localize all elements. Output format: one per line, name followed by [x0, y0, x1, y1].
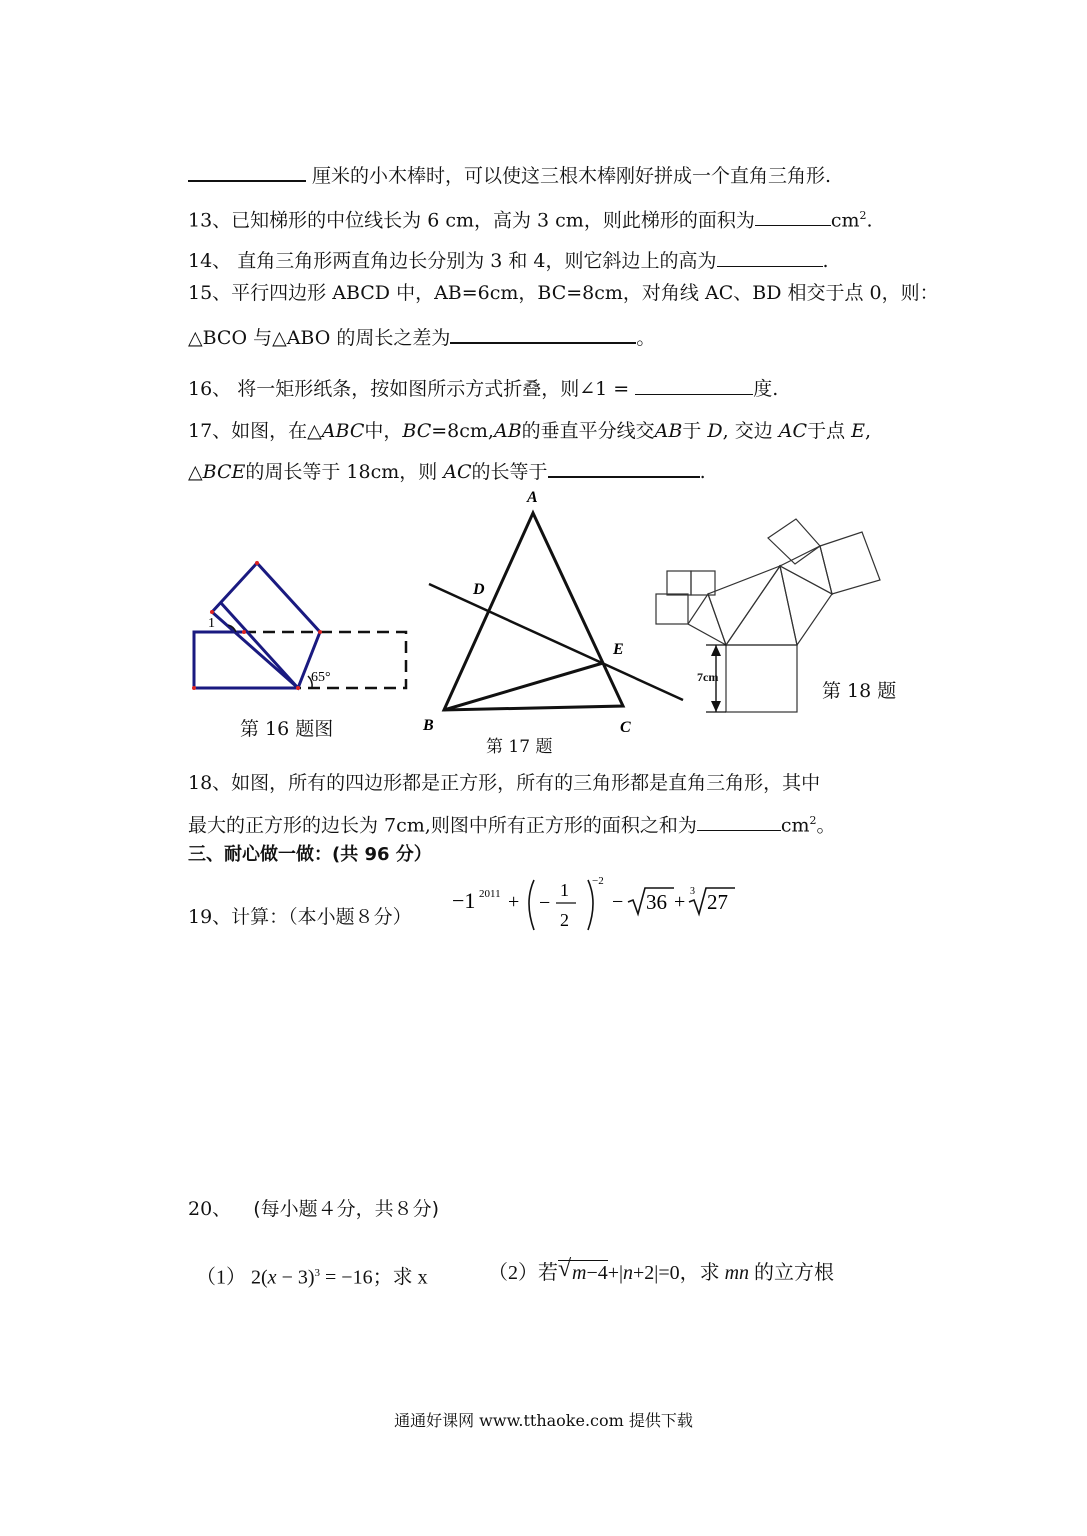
q20-p2-sqrt-sign: √: [558, 1256, 572, 1282]
fig16-angle1-label: 1: [208, 616, 215, 631]
q16-text: 16、 将一矩形纸条，按如图所示方式折叠，则∠1 =: [188, 378, 630, 400]
fig18-largest-square: [726, 645, 797, 712]
answer-blank-16: [635, 374, 753, 395]
q18-line2: [188, 808, 836, 838]
q19-plus: +: [508, 891, 520, 913]
fig17-label-b: B: [423, 717, 434, 734]
q20-p1-x: x: [267, 1266, 277, 1289]
fig16-dot: [296, 686, 300, 690]
q20-p2-d: +2|=0，求: [633, 1262, 720, 1284]
q13-text: 13、已知梯形的中位线长为 6 cm，高为 3 cm，则此梯形的面积为: [188, 209, 755, 232]
q20-part1: [196, 1260, 428, 1291]
q19-fraction-numerator: 1: [560, 880, 569, 900]
q15-line2: [188, 322, 655, 351]
q17-t6: AB: [493, 420, 522, 442]
q15-text-1: 15、平行四边形 ABCD 中，AB=6cm，BC=8cm，对角线 AC、BD 相交于点 0，则：: [188, 282, 939, 304]
q20-p2-sqrt: [558, 1256, 608, 1285]
q17-t5: =8cm,: [431, 420, 494, 442]
q17-t10: D: [707, 420, 723, 442]
q17-t7: 的垂直平分线交: [521, 420, 655, 442]
q19-paren-left: [529, 880, 534, 930]
q19-expression: [452, 872, 752, 938]
q17-t20: 的长等于: [471, 461, 548, 483]
answer-blank-12: [188, 160, 306, 182]
q20-p2-e: 的立方根: [754, 1262, 835, 1284]
q12-line: [188, 160, 831, 189]
q13-end: .: [866, 209, 873, 232]
q18-line1: [188, 770, 820, 796]
fig17-perpendicular-bisector: [429, 584, 683, 700]
q20-p2-n: n: [623, 1262, 634, 1284]
fig18-right-triangle: [726, 566, 797, 645]
q15-end: 。: [636, 327, 656, 349]
q16-end: 度.: [753, 378, 779, 400]
fig18-small-square-b: [656, 594, 688, 624]
q19-neg-one: −1: [452, 888, 476, 913]
q20-p2-mn: mn: [724, 1262, 750, 1284]
fig16-caption: 第 16 题图: [240, 718, 334, 740]
fig18-arrow-bottom: [711, 701, 721, 712]
q12-text: 厘米的小木棒时，可以使这三根木棒刚好拼成一个直角三角形.: [312, 165, 832, 187]
fig17-label-e: E: [613, 641, 624, 658]
q19-cbrt-arg: 27: [707, 890, 728, 914]
answer-blank-18: [697, 810, 781, 831]
page-footer: 通通好课网 www.tthaoke.com 提供下载: [394, 1411, 693, 1430]
fig17-label-a: A: [527, 489, 538, 506]
q19-plus-2: +: [674, 891, 686, 913]
answer-blank-17: [548, 456, 700, 478]
fig18-top-right-square: [820, 532, 880, 594]
q14-end: .: [822, 250, 829, 272]
fig16-dot: [210, 610, 214, 614]
q19-cbrt-index: 3: [690, 886, 695, 897]
q20-p2-m: m: [572, 1262, 587, 1284]
q16-line: [188, 374, 778, 402]
fig18-small-square-a: [688, 594, 726, 645]
figure-17: [422, 489, 683, 736]
q17-t12: AC: [778, 420, 808, 442]
answer-blank-13: [755, 205, 831, 226]
q20-label: 20、: [188, 1198, 232, 1220]
figures: [0, 480, 1087, 770]
q13-unit-sup: 2: [859, 209, 867, 222]
fig16-angle65-label: 65°: [311, 670, 331, 685]
q17-end: .: [699, 461, 706, 483]
figure-16: [192, 561, 406, 690]
q17-t14: E: [851, 420, 865, 442]
q13-line: [188, 203, 873, 233]
fig16-dot: [192, 686, 196, 690]
q17-t8: AB: [654, 420, 683, 442]
q20-p1-exp: 3: [314, 1267, 321, 1279]
answer-blank-14: [717, 246, 823, 267]
q20-p1-c: = −16；求 x: [320, 1266, 428, 1289]
fig17-label-d: D: [473, 581, 485, 598]
q17-t4: BC: [402, 420, 432, 442]
q18-unit-sup: 2: [809, 814, 817, 827]
q19-label: 19、计算：（本小题８分）: [188, 906, 412, 928]
fig18-left-square: [708, 566, 780, 645]
q17-t16: △: [188, 461, 203, 483]
q17-t3: 中，: [364, 420, 403, 442]
q18-text-2: 最大的正方形的边长为 7cm,则图中所有正方形的面积之和为: [188, 814, 697, 837]
fig16-dot: [255, 561, 259, 565]
q20-p1-a: （1） 2(: [196, 1266, 268, 1289]
q18-text-1: 18、如图，所有的四边形都是正方形，所有的三角形都是直角三角形，其中: [188, 772, 821, 794]
fig17-label-c: C: [620, 719, 631, 736]
q19-minus: −: [612, 891, 624, 913]
answer-blank-15: [450, 322, 636, 344]
q20-part2: [488, 1256, 835, 1286]
fig17-triangle: [444, 513, 623, 710]
fig16-dot: [318, 630, 322, 634]
section-3-heading: 三、耐心做一做：(共 96 分）: [188, 844, 432, 865]
fig18-small-square-c: [691, 571, 715, 595]
q20-p2-b: −4: [586, 1262, 608, 1284]
q17-t2: ABC: [321, 420, 365, 442]
fig18-caption: 第 18 题: [822, 680, 897, 702]
q17-t13: 于点: [807, 420, 846, 442]
q17-line1: [188, 418, 871, 444]
fig18-top-triangle: [780, 546, 832, 594]
q18-end: 。: [816, 814, 836, 837]
q19-neg-sign: −: [539, 892, 551, 914]
q20-p2-c: +|: [607, 1262, 624, 1284]
q15-line1: [188, 280, 939, 306]
fig18-side-label: 7cm: [697, 670, 719, 684]
q17-t18: 的周长等于 18cm，则: [245, 461, 438, 483]
q18-unit: cm: [780, 814, 810, 837]
q19-paren-right: [588, 880, 593, 930]
q17-t11: , 交边: [722, 420, 773, 442]
q14-text: 14、 直角三角形两直角边长分别为 3 和 4，则它斜边上的高为: [188, 250, 717, 272]
q15-text-2: △BCO 与△ABO 的周长之差为: [188, 327, 451, 349]
fig18-right-square: [780, 566, 832, 645]
q19-exponent-2011: 2011: [479, 888, 501, 900]
q20-p2-a: （2）若: [488, 1262, 558, 1284]
q17-t19: AC: [443, 461, 472, 483]
fig16-fold-line: [221, 603, 298, 688]
q19-sqrt-arg: 36: [646, 890, 667, 914]
q17-t15: ,: [865, 420, 872, 442]
q14-line: [188, 246, 829, 274]
q20-subtitle: (每小题４分，共８分): [253, 1198, 440, 1220]
fig18-top-left-square: [768, 519, 820, 564]
fig18-small-square-d: [667, 571, 691, 595]
q13-unit: cm: [830, 209, 860, 232]
q20-p1-b: − 3): [276, 1266, 315, 1289]
q17-t17: BCE: [202, 461, 246, 483]
q20-heading: [188, 1196, 439, 1222]
q19-exponent-neg2: −2: [592, 875, 604, 887]
fig16-dot: [242, 630, 246, 634]
fig18-arrow-top: [711, 645, 721, 656]
q17-t1: 17、如图，在△: [188, 420, 322, 442]
fig17-caption: 第 17 题: [486, 737, 553, 757]
fig17-segment-be: [444, 663, 603, 710]
q19-fraction-denominator: 2: [560, 910, 569, 930]
q17-t9: 于: [682, 420, 702, 442]
